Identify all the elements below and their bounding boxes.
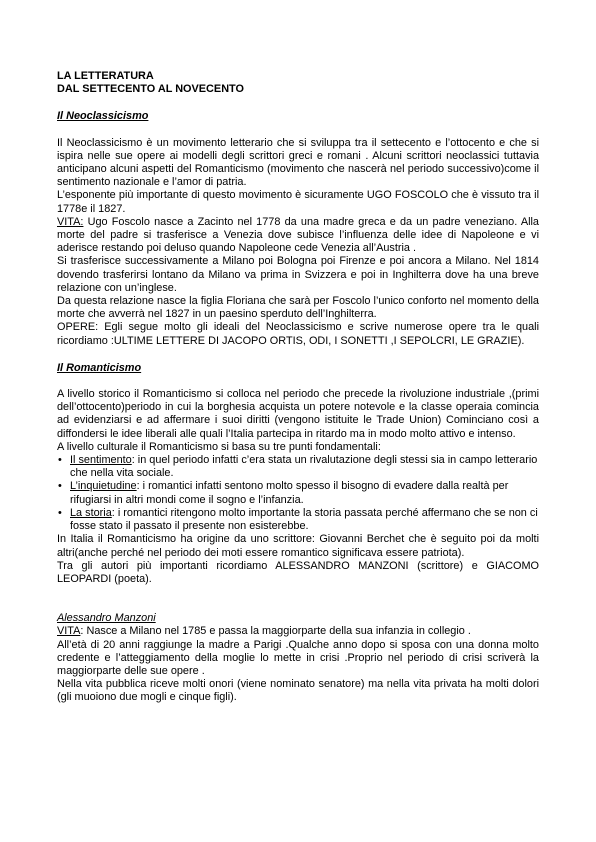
paragraph-foscolo-esponente: L’esponente più importante di questo movimento è sicuramente UGO FOSCOLO che è vissuto tra il 1778e il 1827. (57, 189, 539, 215)
paragraph-foscolo-trasferimenti: Si trasferisce successivamente a Milano poi Bologna poi Firenze e poi ancora a Milano. Nel 1814 dovendo trasferirsi lontano da Milano va prima in Svizzera e poi in Inghilterra dove ha una breve relazione con un’inglese. (57, 255, 539, 294)
bullet-icon: • (58, 506, 62, 519)
bullet-term: La storia (70, 506, 112, 519)
document-page (57, 70, 539, 705)
paragraph-manzoni-vita-pubblica: Nella vita pubblica riceve molti onori (viene nominato senatore) ma nella vita privata ha molti dolori (gli muoiono due mogli e cinque figli). (57, 678, 539, 704)
paragraph-romanticismo-berchet: In Italia il Romanticismo ha origine da uno scrittore: Giovanni Berchet che è seguito poi da molti altri(anche perché nel periodo dei moti essere romantico significava essere patriota). (57, 533, 539, 559)
bullet-icon: • (58, 454, 62, 467)
paragraph-romanticismo-storico: A livello storico il Romanticismo si colloca nel periodo che precede la rivoluzione industriale ,(primi dell’ottocento)periodo in cui la borghesia acquista un potere notevole e la classe operaia comincia ad evidenziarsi e ad affermare i suoi diritti (vengono istituite le Trade Union) Cominciano così a diffondersi le idee liberali alle quali l’Italia partecipa in ritardo ma in modo molto attivo e intenso. (57, 388, 539, 440)
bullet-icon: • (58, 480, 62, 493)
document-title-line-1: LA LETTERATURA (57, 70, 154, 82)
vita-text: Ugo Foscolo nasce a Zacinto nel 1778 da una madre greca e da un padre veneziano. Alla morte del padre si trasferisce a Venezia dove subisce l’influenza delle idee di Napoleone e vi aderisce restando poi deluso quando Napoleone cede Venezia all’Austria . (57, 215, 539, 255)
paragraph-foscolo-vita (57, 216, 539, 256)
vita-text: : Nasce a Milano nel 1785 e passa la maggiorparte della sua infanzia in collegio . (80, 625, 471, 638)
paragraph-neoclassicismo-intro: Il Neoclassicismo è un movimento letterario che si sviluppa tra il settecento e l’ottocento e che si ispira nelle sue opere ai modelli degli scrittori greci e romani . Alcuni scrittori neoclassici tuttavia anticipano alcuni aspetti del Romanticismo (movimento che nascerà nel periodo successivo)come il sentimento nazionale e l’amor di patria. (57, 136, 539, 189)
list-item (57, 480, 539, 506)
paragraph-foscolo-floriana: Da questa relazione nasce la figlia Floriana che sarà per Foscolo l’unico conforto nel momento della morte che avverrà nel 1827 in un paesino sperduto dell’Inghilterra. (57, 295, 539, 321)
bullet-text: : in quel periodo infatti c’era stata un rivalutazione degli stessi sia in campo letterario che nella vita sociale. (70, 454, 538, 480)
list-item (57, 507, 539, 533)
paragraph-manzoni-vita (57, 625, 539, 638)
bullet-term: L’inquietudine (70, 480, 137, 493)
list-item (57, 454, 539, 480)
paragraph-foscolo-opere: OPERE: Egli segue molto gli ideali del Neoclassicismo e scrive numerose opere tra le quali ricordiamo :ULTIME LETTERE DI JACOPO ORTIS, ODI, I SONETTI ,I SEPOLCRI, LE GRAZIE). (57, 321, 539, 347)
vita-label: VITA (57, 625, 81, 638)
bullet-term: Il sentimento (70, 454, 132, 467)
document-title-line-2: DAL SETTECENTO AL NOVECENTO (57, 83, 244, 96)
paragraph-romanticismo-autori: Tra gli autori più importanti ricordiamo ALESSANDRO MANZONI (scrittore) e GIACOMO LEOPARDI (poeta). (57, 559, 539, 585)
paragraph-manzoni-parigi: All’età di 20 anni raggiunge la madre a Parigi .Qualche anno dopo si sposa con una donna molto credente e l’atteggiamento della moglie lo mette in crisi .Proprio nel periodo di crisi scriverà la maggiorparte delle sue opere . (57, 638, 539, 677)
paragraph-romanticismo-culturale: A livello culturale il Romanticismo si basa su tre punti fondamentali: (57, 440, 381, 453)
vita-label: VITA: (57, 215, 84, 228)
romanticismo-points-list (57, 454, 539, 533)
subsection-heading-manzoni: Alessandro Manzoni (57, 612, 156, 625)
bullet-text: : i romantici infatti sentono molto spesso il bisogno di evadere dalla realtà per rifugiarsi in altri mondi come il sogno e l’infanzia. (70, 480, 509, 506)
spacer (57, 586, 539, 612)
section-heading-neoclassicismo: Il Neoclassicismo (57, 110, 149, 123)
section-heading-romanticismo: Il Romanticismo (57, 361, 142, 374)
bullet-text: : i romantici ritengono molto importante la storia passata perché affermano che se non ci fosse stato il passato il presente non esisterebbe. (70, 506, 538, 533)
